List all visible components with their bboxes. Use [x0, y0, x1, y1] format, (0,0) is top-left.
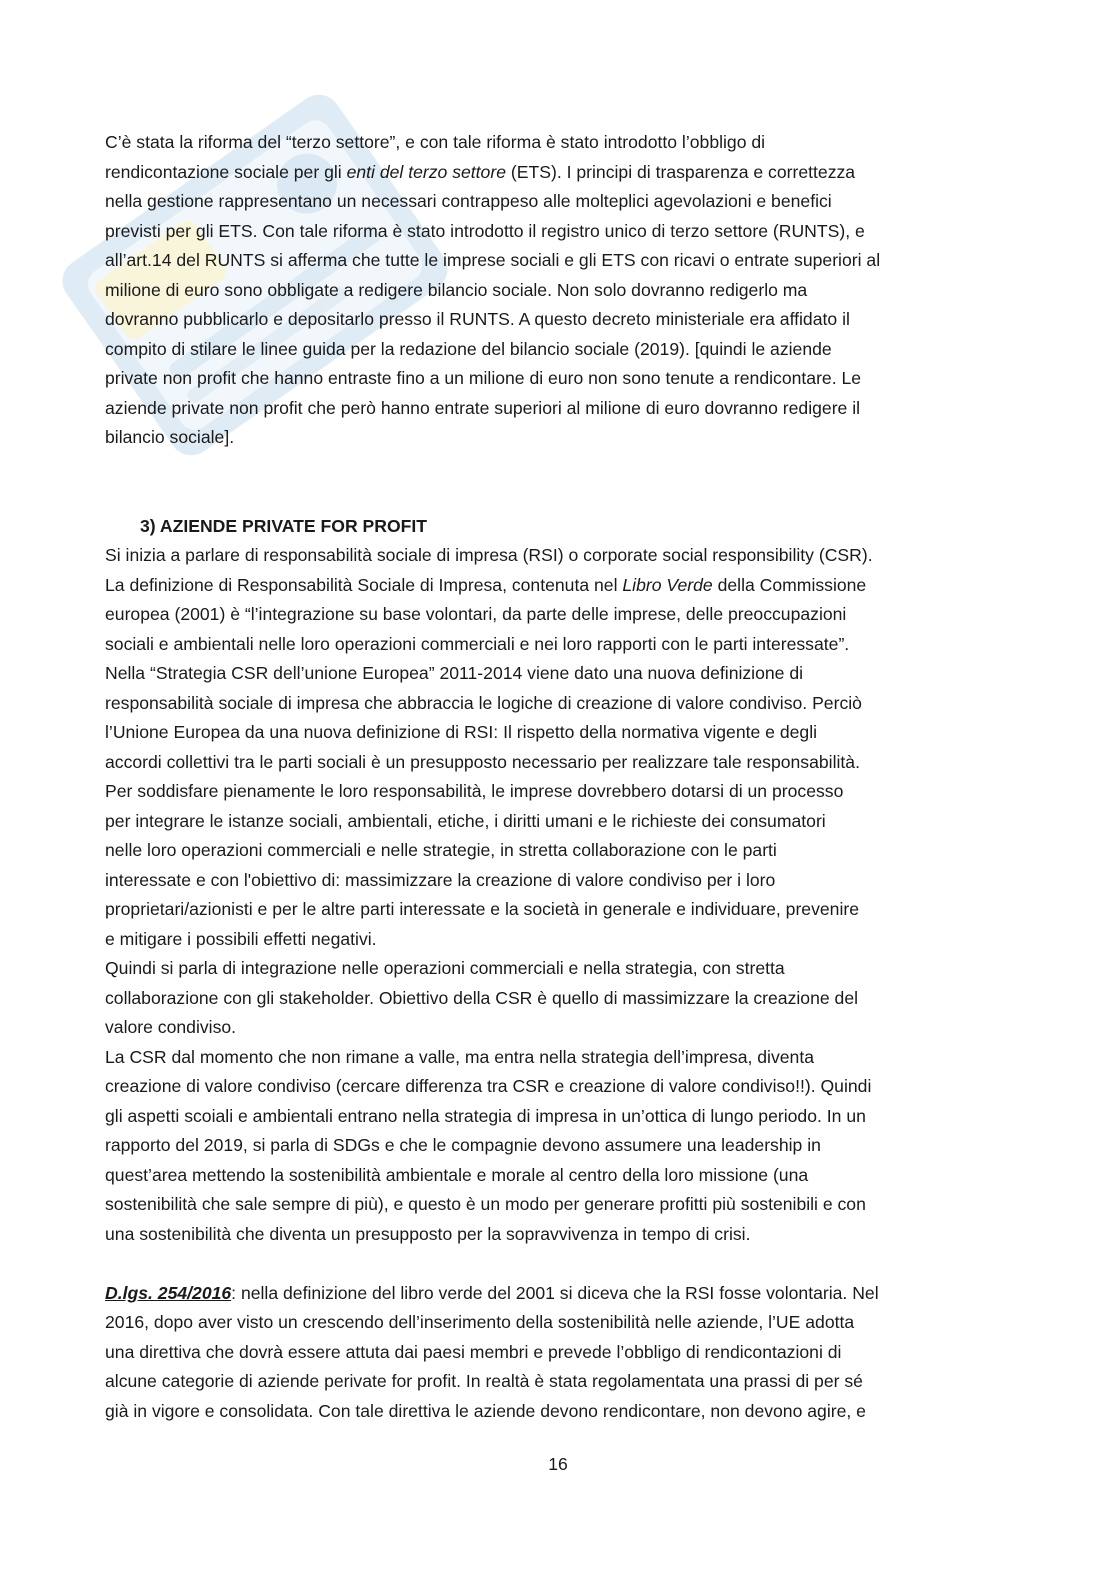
text-line: private non profit che hanno entraste fino a un milione di euro non sono tenute a rendicontare. Le — [105, 368, 862, 388]
text-line: una sostenibilità che diventa un presupposto per la sopravvivenza in tempo di crisi. — [105, 1223, 751, 1244]
text-line: l’Unione Europea da una nuova definizione di RSI: Il rispetto della normativa vigente e degli — [105, 722, 818, 742]
text-line: proprietari/azionisti e per le altre parti interessate e la società in generale e individuare, prevenire — [105, 899, 860, 919]
text-line: accordi collettivi tra le parti sociali è un presupposto necessario per realizzare tale responsabilità. — [105, 751, 860, 772]
spacer — [105, 1249, 1005, 1279]
text-line: aziende private non profit che però hanno entrate superiori al milione di euro dovranno redigere il — [105, 397, 861, 418]
text-line: compito di stilare le linee guida per la redazione del bilancio sociale (2019). [quindi le aziende — [105, 338, 832, 359]
text-line: 2016, dopo aver visto un crescendo dell’inserimento della sostenibilità nelle aziende, l’UE adotta — [105, 1312, 855, 1332]
section-heading-aziende-private: 3) AZIENDE PRIVATE FOR PROFIT — [140, 515, 428, 536]
text-line: previsti per gli ETS. Con tale riforma è stato introdotto il registro unico di terzo settore (RUNTS), e — [105, 220, 865, 241]
text-line: rendicontazione sociale per gli enti del terzo settore (ETS). I principi di trasparenza e correttezza — [105, 161, 856, 182]
text-line: La CSR dal momento che non rimane a valle, ma entra nella strategia dell’impresa, diventa — [105, 1046, 815, 1067]
text-line: e mitigare i possibili effetti negativi. — [105, 928, 377, 949]
text-line: creazione di valore condiviso (cercare differenza tra CSR e creazione di valore condiviso!!). Quindi — [105, 1076, 872, 1096]
text-line: dovranno pubblicarlo e depositarlo presso il RUNTS. A questo decreto ministeriale era affidato il — [105, 309, 850, 329]
paragraph-dlgs — [105, 1279, 1005, 1427]
text-line: interessate e con l'obiettivo di: massimizzare la creazione di valore condiviso per i loro — [105, 869, 776, 890]
dlgs-reference: D.lgs. 254/2016 — [105, 1282, 232, 1303]
text-line: valore condiviso. — [105, 1017, 237, 1037]
text-line: rapporto del 2019, si parla di SDGs e che le compagnie devono assumere una leadership in — [105, 1135, 821, 1155]
text-line: Si inizia a parlare di responsabilità sociale di impresa (RSI) o corporate social responsibility (CSR). — [105, 545, 873, 565]
paragraph-csr — [105, 541, 1005, 1249]
text-line: all’art.14 del RUNTS si afferma che tutte le imprese sociali e gli ETS con ricavi o entrate superiori al — [105, 250, 881, 270]
text-line: sostenibilità che sale sempre di più), e questo è un modo per generare profitti più sostenibili e con — [105, 1194, 866, 1214]
document-page — [105, 128, 1005, 1426]
page-number: 16 — [548, 1454, 568, 1474]
text-line: europea (2001) è “l’integrazione su base volontari, da parte delle imprese, delle preoccupazioni — [105, 604, 847, 624]
text-line: una direttiva che dovrà essere attuta dai paesi membri e prevede l’obbligo di rendicontazioni di — [105, 1341, 842, 1362]
text-line: La definizione di Responsabilità Sociale di Impresa, contenuta nel Libro Verde della Commissione — [105, 574, 867, 595]
text-line: gli aspetti scoiali e ambientali entrano nella strategia di impresa in un’ottica di lungo periodo. In un — [105, 1105, 866, 1126]
text-line: responsabilità sociale di impresa che abbraccia le logiche di creazione di valore condiviso. Perciò — [105, 692, 862, 713]
italic-term: enti del terzo settore — [346, 161, 506, 182]
text-line: D.lgs. 254/2016: nella definizione del libro verde del 2001 si diceva che la RSI fosse volontaria. Nel — [105, 1282, 879, 1303]
text-line: C’è stata la riforma del “terzo settore”, e con tale riforma è stato introdotto l’obbligo di — [105, 132, 766, 152]
text-line: alcune categorie di aziende perivate for profit. In realtà è stata regolamentata una prassi di per sé — [105, 1371, 863, 1391]
text-line: già in vigore e consolidata. Con tale direttiva le aziende devono rendicontare, non devono agire, e — [105, 1400, 866, 1421]
text-line: bilancio sociale]. — [105, 427, 235, 447]
text-line: collaborazione con gli stakeholder. Obiettivo della CSR è quello di massimizzare la creazione del — [105, 987, 859, 1008]
text-line: per integrare le istanze sociali, ambientali, etiche, i diritti umani e le richieste dei consumatori — [105, 810, 826, 831]
text-line: Quindi si parla di integrazione nelle operazioni commerciali e nella strategia, con stretta — [105, 958, 785, 978]
spacer — [105, 453, 1005, 512]
text-line: nelle loro operazioni commerciali e nelle strategie, in stretta collaborazione con le parti — [105, 840, 777, 860]
text-line: milione di euro sono obbligate a redigere bilancio sociale. Non solo dovranno redigerlo ma — [105, 279, 808, 300]
text-line: Nella “Strategia CSR dell’unione Europea” 2011-2014 viene dato una nuova definizione di — [105, 663, 804, 683]
text-line: sociali e ambientali nelle loro operazioni commerciali e nei loro rapporti con le parti interessate”. — [105, 633, 850, 654]
paragraph-terzo-settore — [105, 128, 1005, 453]
italic-term: Libro Verde — [622, 574, 713, 595]
text-line: Per soddisfare pienamente le loro responsabilità, le imprese dovrebbero dotarsi di un processo — [105, 781, 844, 801]
text-line: nella gestione rappresentano un necessari contrappeso alle molteplici agevolazioni e benefici — [105, 191, 832, 211]
text-line: quest’area mettendo la sostenibilità ambientale e morale al centro della loro missione (una — [105, 1164, 809, 1185]
